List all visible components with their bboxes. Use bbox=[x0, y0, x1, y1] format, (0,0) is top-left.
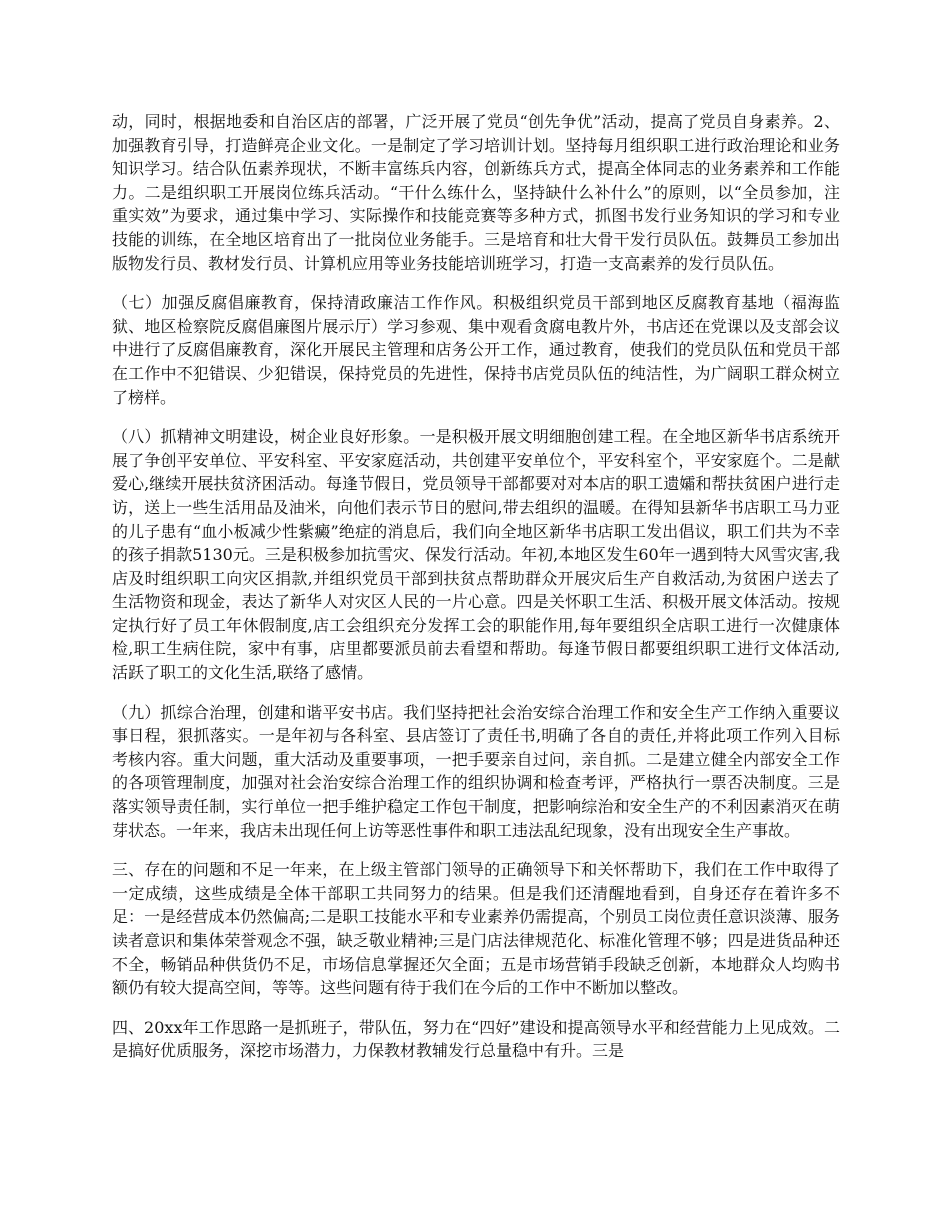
paragraph-work-plan: 四、20xx年工作思路一是抓班子，带队伍，努力在“四好”建设和提高领导水平和经营能力上见成效。二是搞好优质服务，深挖市场潜力，力保教材教辅发行总量稳中有升。三是 bbox=[112, 1017, 840, 1061]
paragraph-spiritual-civilization: （八）抓精神文明建设，树企业良好形象。一是积极开展文明细胞创建工程。在全地区新华书店系统开展了争创平安单位、平安科室、平安家庭活动，共创建平安单位个，平安科室个，平安家庭个。二是献爱心,继续开展扶贫济困活动。每逢节假日，党员领导干部都要对对本店的职工遗孀和帮扶贫困户进行走访，送上一些生活用品及油米，向他们表示节日的慰问,带去组织的温暖。在得知县新华书店职工马力亚的儿子患有“血小板减少性紫癜”绝症的消息后，我们向全地区新华书店职工发出倡议，职工们共为不幸的孩子捐款5130元。三是积极参加抗雪灾、保发行活动。年初,本地区发生60年一遇到特大风雪灾害,我店及时组织职工向灾区捐款,并组织党员干部到扶贫点帮助群众开展灾后生产自救活动,为贫困户送去了生活物资和现金，表达了新华人对灾区人民的一片心意。四是关怀职工生活、积极开展文体活动。按规定执行好了员工年休假制度,店工会组织充分发挥工会的职能作用,每年要组织全店职工进行一次健康体检,职工生病住院，家中有事，店里都要派员前去看望和帮助。每逢节假日都要组织职工进行文体活动,活跃了职工的文化生活,联络了感情。 bbox=[112, 427, 840, 683]
paragraph-problems-shortcomings: 三、存在的问题和不足一年来，在上级主管部门领导的正确领导下和关怀帮助下，我们在工作中取得了一定成绩，这些成绩是全体干部职工共同努力的结果。但是我们还清醒地看到，自身还存在着许多不足：一是经营成本仍然偏高;二是职工技能水平和专业素养仍需提高，个别员工岗位责任意识淡薄、服务读者意识和集体荣誉观念不强，缺乏敬业精神;三是门店法律规范化、标准化管理不够；四是进货品种还不全，畅销品种供货仍不足，市场信息掌握还欠全面；五是市场营销手段缺乏创新，本地群众人均购书额仍有较大提高空间，等等。这些问题有待于我们在今后的工作中不断加以整改。 bbox=[112, 860, 840, 998]
paragraph-anti-corruption: （七）加强反腐倡廉教育，保持清政廉洁工作作风。积极组织党员干部到地区反腐教育基地（福海监狱、地区检察院反腐倡廉图片展示厅）学习参观、集中观看贪腐电教片外，书店还在党课以及支部会议中进行了反腐倡廉教育，深化开展民主管理和店务公开工作，通过教育，使我们的党员队伍和党员干部在工作中不犯错误、少犯错误，保持党员的先进性，保持书店党员队伍的纯洁性，为广阔职工群众树立了榜样。 bbox=[112, 293, 840, 407]
paragraph-comprehensive-governance: （九）抓综合治理，创建和谐平安书店。我们坚持把社会治安综合治理工作和安全生产工作纳入重要议事日程，狠抓落实。一是年初与各科室、县店签订了责任书,明确了各自的责任,并将此项工作列入目标考核内容。重大问题，重大活动及重要事项，一把手要亲自过问，亲自抓。二是建立健全内部安全工作的各项管理制度，加强对社会治安综合治理工作的组织协调和检查考评，严格执行一票否决制度。三是落实领导责任制，实行单位一把手维护稳定工作包干制度，把影响综治和安全生产的不利因素消灭在萌芽状态。一年来，我店未出现任何上访等恶性事件和职工违法乱纪现象，没有出现安全生产事故。 bbox=[112, 702, 840, 840]
document-body bbox=[112, 110, 840, 1063]
paragraph-party-education: 动，同时，根据地委和自治区店的部署，广泛开展了党员“创先争优”活动，提高了党员自身素养。2、加强教育引导，打造鲜亮企业文化。一是制定了学习培训计划。坚持每月组织职工进行政治理论和业务知识学习。结合队伍素养现状，不断丰富练兵内容，创新练兵方式，提高全体同志的业务素养和工作能力。二是组织职工开展岗位练兵活动。“干什么练什么，坚持缺什么补什么”的原则，以“全员参加，注重实效”为要求，通过集中学习、实际操作和技能竞赛等多种方式，抓图书发行业务知识的学习和专业技能的训练，在全地区培育出了一批岗位业务能手。三是培育和壮大骨干发行员队伍。鼓舞员工参加出版物发行员、教材发行员、计算机应用等业务技能培训班学习，打造一支高素养的发行员队伍。 bbox=[112, 112, 840, 273]
